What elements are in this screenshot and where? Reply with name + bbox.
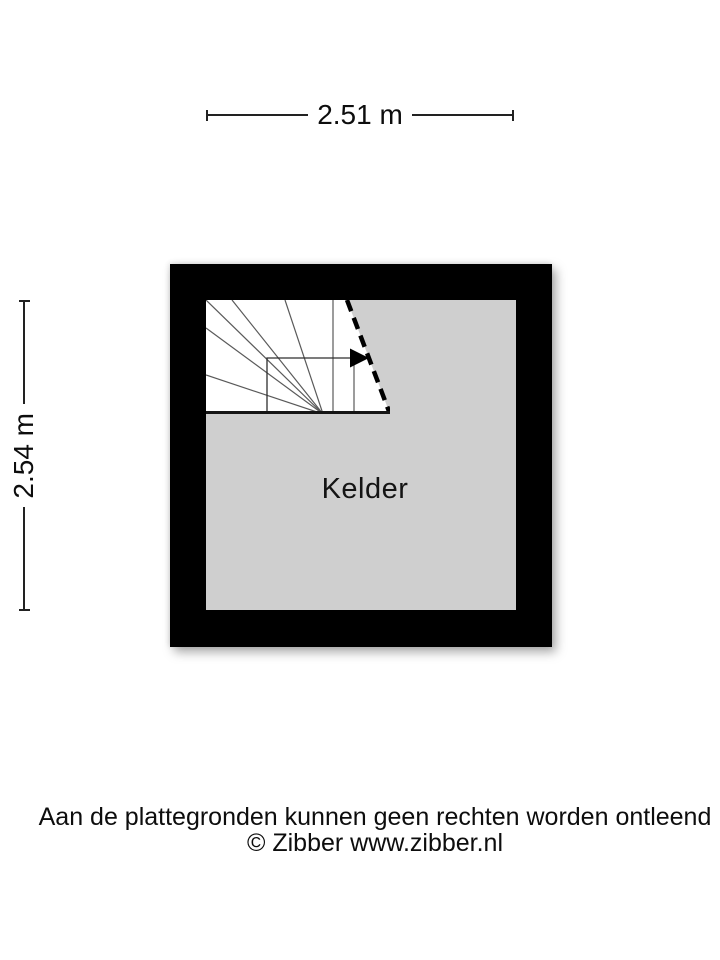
dimension-tick-bottom (19, 609, 30, 611)
height-dimension-label: 2.54 m (8, 412, 39, 499)
dimension-line (23, 302, 25, 404)
width-dimension (206, 100, 514, 130)
disclaimer-text: Aan de plattegronden kunnen geen rechten worden ontleend (38, 803, 712, 831)
staircase (206, 300, 390, 414)
room-label-kelder: Kelder (321, 473, 409, 505)
dimension-tick-right (512, 110, 514, 121)
copyright-text: © Zibber www.zibber.nl (246, 829, 504, 857)
basement-floor (206, 300, 516, 610)
width-dimension-label: 2.51 m (317, 99, 403, 130)
footer (15, 804, 720, 856)
height-dimension (9, 300, 39, 611)
dimension-line (412, 114, 512, 116)
dimension-line (208, 114, 308, 116)
dimension-line (23, 507, 25, 609)
exterior-wall (170, 264, 552, 647)
